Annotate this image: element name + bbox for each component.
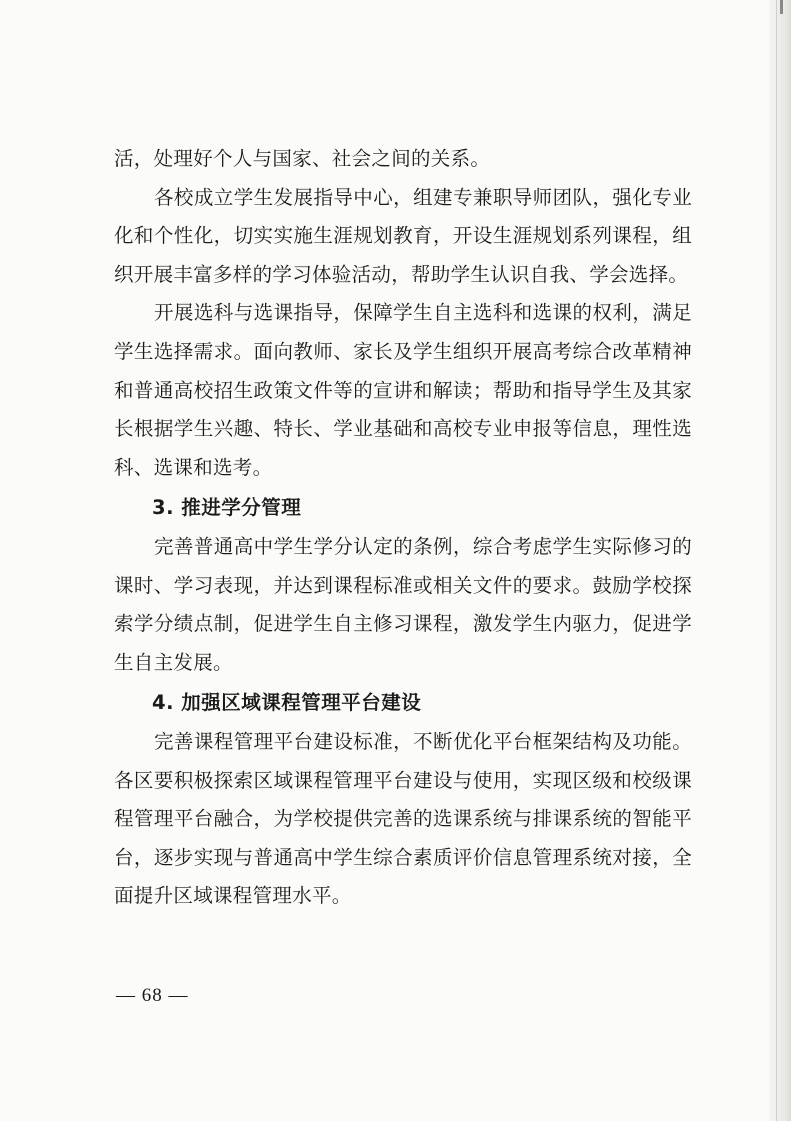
paragraph-course-platform: 完善课程管理平台建设标准，不断优化平台框架结构及功能。各区要积极探索区域课程管理平台建设与使用，实现区级和校级课程管理平台融合，为学校提供完善的选课系统与排课系统的智能平台，逐步实现与普通高中学生综合素质评价信息管理系统对接，全面提升区域课程管理水平。 [114,729,692,908]
paragraph-course-selection: 开展选科与选课指导，保障学生自主选科和选课的权利，满足学生选择需求。面向教师、家长及学生组织开展高考综合改革精神和普通高校招生政策文件等的宣讲和解读；帮助和指导学生及其家长根据学生兴趣、特长、学业基础和高校专业申报等信息，理性选科、选课和选考。 [114,301,692,479]
paragraph-credit-management: 完善普通高中学生学分认定的条例，综合考虑学生实际修习的课时、学习表现，并达到课程标准或相关文件的要求。鼓励学校探索学分绩点制，促进学生自主修习课程，激发学生内驱力，促进学生自主发展。 [114,534,692,674]
paragraph-guidance-center: 各校成立学生发展指导中心，组建专兼职导师团队，强化专业化和个性化，切实实施生涯规划教育，开设生涯规划系列课程，组织开展丰富多样的学习体验活动，帮助学生认识自我、学会选择。 [114,185,692,286]
paragraph-continuation: 活，处理好个人与国家、社会之间的关系。 [114,147,491,170]
document-body [114,140,692,916]
scan-edge-line [776,0,777,1121]
scan-corner-mark [780,0,783,14]
scan-page-edge [769,0,791,1121]
section-heading-credit-management: 3. 推进学分管理 [152,496,302,520]
section-heading-course-platform: 4. 加强区域课程管理平台建设 [152,691,422,715]
page-number: — 68 — [116,985,189,1006]
